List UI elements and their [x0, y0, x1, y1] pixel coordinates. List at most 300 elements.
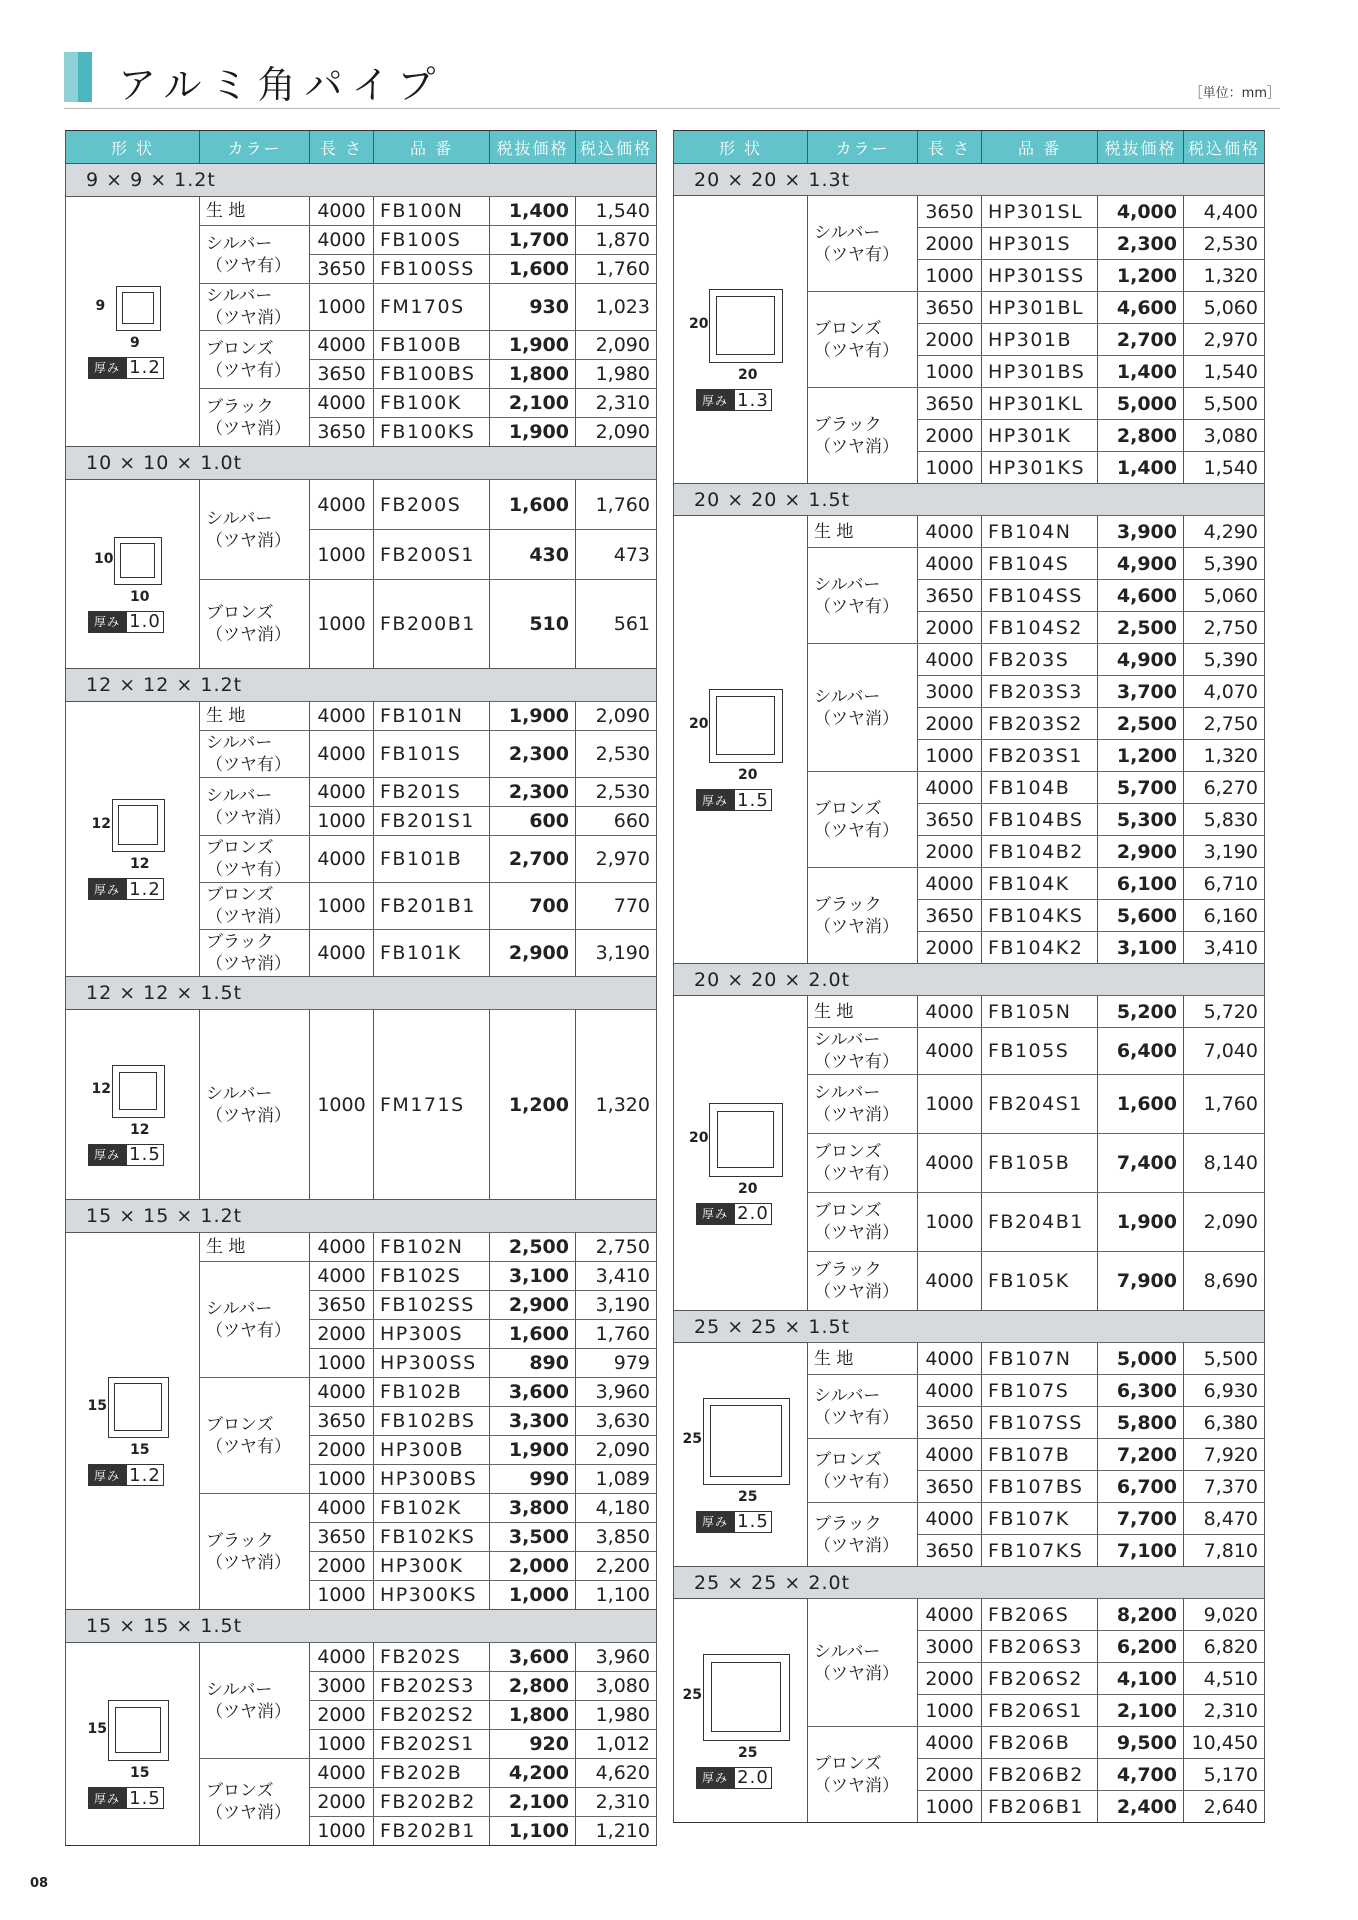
color-label-line: シルバー — [814, 1641, 881, 1662]
price-incl-tax-cell: 4,510 — [1183, 1662, 1265, 1694]
length-cell: 1000 — [309, 1464, 373, 1493]
price-incl-tax-cell: 1,210 — [575, 1816, 657, 1845]
price-excl-tax-cell: 2,500 — [1097, 611, 1183, 643]
color-label-line: シルバー — [206, 785, 273, 806]
part-number-cell: FB204B1 — [981, 1192, 1097, 1251]
color-cell — [199, 1642, 309, 1758]
color-label — [814, 1141, 899, 1185]
color-label-line: （ツヤ消） — [206, 625, 291, 645]
color-label-line: （ツヤ消） — [206, 807, 291, 828]
length-cell: 4000 — [917, 1502, 981, 1534]
color-label-line: ブラック — [814, 414, 882, 435]
color-label — [206, 705, 245, 727]
color-label-line: （ツヤ有） — [814, 1052, 899, 1072]
thickness-badge — [88, 1787, 164, 1809]
shape-cell — [673, 1598, 807, 1822]
length-cell: 3650 — [917, 579, 981, 611]
color-label-line: 生 地 — [206, 706, 246, 726]
price-excl-tax-cell: 2,700 — [1097, 323, 1183, 355]
width-dimension-label: 25 — [738, 1744, 758, 1761]
unit-note: ［単位：mm］ — [1189, 86, 1280, 101]
pipe-cross-section-icon — [108, 1377, 169, 1438]
pipe-inner-wall — [716, 296, 775, 355]
color-cell — [807, 1598, 917, 1726]
color-label-line: （ツヤ消） — [814, 1282, 899, 1302]
part-number-cell: HP301SL — [981, 195, 1097, 227]
color-label — [206, 396, 291, 440]
length-cell: 4000 — [917, 1027, 981, 1074]
length-cell: 1000 — [309, 806, 373, 835]
part-number-cell: FB203S3 — [981, 675, 1097, 707]
color-label — [814, 1449, 899, 1493]
color-cell — [807, 643, 917, 771]
title-accent-bar — [64, 52, 78, 102]
price-excl-tax-cell: 1,900 — [489, 330, 575, 359]
color-cell — [807, 1027, 917, 1074]
height-dimension-label: 20 — [689, 716, 709, 732]
header-cell: 形 状 — [65, 131, 199, 163]
length-cell: 4000 — [309, 1232, 373, 1261]
color-label-line: （ツヤ消） — [814, 1105, 899, 1125]
price-excl-tax-cell: 1,600 — [489, 1319, 575, 1348]
shape-cell — [65, 479, 199, 668]
price-incl-tax-cell: 8,690 — [1183, 1251, 1265, 1310]
part-number-cell: FB200S1 — [373, 529, 489, 579]
price-incl-tax-cell: 1,100 — [575, 1580, 657, 1609]
thickness-label: 厚み — [88, 1144, 126, 1166]
price-excl-tax-cell: 1,400 — [1097, 451, 1183, 483]
color-label — [206, 931, 291, 975]
section-title: 10 × 10 × 1.0t — [65, 446, 657, 479]
color-cell — [807, 547, 917, 643]
color-label — [814, 1259, 899, 1303]
part-number-cell: FB107K — [981, 1502, 1097, 1534]
price-incl-tax-cell: 2,090 — [575, 1435, 657, 1464]
price-excl-tax-cell: 3,800 — [489, 1493, 575, 1522]
length-cell: 4000 — [309, 196, 373, 225]
page-header — [64, 52, 1280, 109]
pipe-cross-section-icon — [709, 1103, 783, 1177]
part-number-cell: HP301S — [981, 227, 1097, 259]
color-label-line: （ツヤ消） — [206, 1701, 291, 1722]
price-excl-tax-cell: 9,500 — [1097, 1726, 1183, 1758]
width-dimension-label: 15 — [130, 1765, 150, 1781]
section-title: 20 × 20 × 1.5t — [673, 483, 1265, 515]
length-cell: 4000 — [309, 330, 373, 359]
thickness-badge — [88, 357, 164, 379]
part-number-cell: FB206S2 — [981, 1662, 1097, 1694]
width-dimension-label: 15 — [130, 1442, 150, 1458]
price-excl-tax-cell: 1,800 — [489, 359, 575, 388]
right-price-table — [673, 130, 1265, 1823]
price-excl-tax-cell: 3,600 — [489, 1377, 575, 1406]
color-label-line: ブロンズ — [206, 1781, 274, 1801]
price-excl-tax-cell: 2,900 — [489, 1290, 575, 1319]
thickness-value: 1.5 — [734, 789, 772, 811]
part-number-cell: HP300B — [373, 1435, 489, 1464]
price-excl-tax-cell: 2,100 — [489, 1787, 575, 1816]
height-dimension-label: 12 — [91, 1081, 111, 1097]
length-cell: 4000 — [309, 1493, 373, 1522]
part-number-cell: FB206S1 — [981, 1694, 1097, 1726]
length-cell: 1000 — [309, 1580, 373, 1609]
part-number-cell: HP300SS — [373, 1348, 489, 1377]
thickness-label: 厚み — [88, 1464, 126, 1486]
shape-cell — [65, 1009, 199, 1199]
part-number-cell: HP301BS — [981, 355, 1097, 387]
part-number-cell: FB200B1 — [373, 579, 489, 668]
price-incl-tax-cell: 473 — [575, 529, 657, 579]
width-dimension-label: 10 — [130, 588, 150, 605]
length-cell: 3000 — [309, 1671, 373, 1700]
thickness-badge — [88, 1144, 164, 1166]
price-excl-tax-cell: 1,900 — [489, 417, 575, 446]
price-excl-tax-cell: 5,800 — [1097, 1406, 1183, 1438]
price-incl-tax-cell: 2,310 — [1183, 1694, 1265, 1726]
color-label-line: シルバー — [206, 1679, 273, 1700]
part-number-cell: HP301KL — [981, 387, 1097, 419]
color-label — [814, 574, 899, 618]
price-incl-tax-cell: 3,960 — [575, 1377, 657, 1406]
color-cell — [807, 1726, 917, 1822]
price-excl-tax-cell: 2,300 — [1097, 227, 1183, 259]
color-label-line: シルバー — [206, 233, 273, 254]
price-excl-tax-cell: 2,100 — [489, 388, 575, 417]
header-cell: 税抜価格 — [1097, 131, 1183, 163]
color-label — [206, 884, 291, 928]
price-excl-tax-cell: 990 — [489, 1464, 575, 1493]
color-label-line: ブロンズ — [814, 798, 882, 819]
length-cell: 1000 — [309, 1729, 373, 1758]
price-incl-tax-cell: 3,960 — [575, 1642, 657, 1671]
color-label — [814, 1001, 853, 1023]
price-incl-tax-cell: 1,012 — [575, 1729, 657, 1758]
color-label — [206, 200, 245, 222]
height-dimension-label: 25 — [682, 1687, 702, 1703]
length-cell: 3650 — [917, 195, 981, 227]
color-label-line: （ツヤ消） — [206, 308, 291, 328]
length-cell: 3650 — [917, 291, 981, 323]
price-incl-tax-cell: 3,190 — [575, 929, 657, 976]
price-incl-tax-cell: 1,760 — [575, 479, 657, 529]
price-excl-tax-cell: 2,500 — [1097, 707, 1183, 739]
length-cell: 4000 — [309, 777, 373, 806]
thickness-value: 1.5 — [734, 1511, 772, 1533]
part-number-cell: FB200S — [373, 479, 489, 529]
section-title: 15 × 15 × 1.5t — [65, 1609, 657, 1642]
price-incl-tax-cell: 660 — [575, 806, 657, 835]
color-cell — [807, 291, 917, 387]
price-excl-tax-cell: 4,900 — [1097, 547, 1183, 579]
part-number-cell: FB105B — [981, 1133, 1097, 1192]
price-incl-tax-cell: 7,920 — [1183, 1438, 1265, 1470]
price-excl-tax-cell: 1,200 — [489, 1009, 575, 1199]
color-label — [814, 1385, 899, 1429]
table-header — [673, 131, 1265, 163]
height-dimension-label: 15 — [87, 1720, 107, 1737]
price-incl-tax-cell: 5,500 — [1183, 387, 1265, 419]
price-excl-tax-cell: 4,200 — [489, 1758, 575, 1787]
length-cell: 4000 — [309, 701, 373, 730]
price-excl-tax-cell: 600 — [489, 806, 575, 835]
price-incl-tax-cell: 6,820 — [1183, 1630, 1265, 1662]
price-incl-tax-cell: 1,980 — [575, 1700, 657, 1729]
price-incl-tax-cell: 1,320 — [575, 1009, 657, 1199]
pipe-cross-section-icon — [108, 1700, 169, 1761]
color-cell — [199, 1758, 309, 1845]
color-label — [814, 318, 899, 362]
length-cell: 1000 — [309, 529, 373, 579]
part-number-cell: FB204S1 — [981, 1074, 1097, 1133]
price-excl-tax-cell: 430 — [489, 529, 575, 579]
price-excl-tax-cell: 1,200 — [1097, 739, 1183, 771]
part-number-cell: FB206B1 — [981, 1790, 1097, 1822]
part-number-cell: FB101B — [373, 835, 489, 882]
length-cell: 3650 — [309, 1406, 373, 1435]
thickness-label: 厚み — [88, 878, 126, 900]
price-incl-tax-cell: 979 — [575, 1348, 657, 1377]
price-incl-tax-cell: 2,750 — [1183, 707, 1265, 739]
width-dimension-label: 9 — [130, 334, 140, 351]
price-incl-tax-cell: 2,090 — [575, 417, 657, 446]
price-incl-tax-cell: 2,200 — [575, 1551, 657, 1580]
part-number-cell: FB202B2 — [373, 1787, 489, 1816]
length-cell: 3000 — [917, 1630, 981, 1662]
section-title: 20 × 20 × 2.0t — [673, 963, 1265, 995]
color-cell — [807, 387, 917, 483]
color-label-line: （ツヤ有） — [206, 860, 291, 880]
price-incl-tax-cell: 5,720 — [1183, 995, 1265, 1027]
length-cell: 3000 — [917, 675, 981, 707]
part-number-cell: FB100KS — [373, 417, 489, 446]
length-cell: 3650 — [309, 1522, 373, 1551]
price-incl-tax-cell: 561 — [575, 579, 657, 668]
price-incl-tax-cell: 1,320 — [1183, 739, 1265, 771]
color-label-line: （ツヤ消） — [814, 1535, 899, 1556]
price-incl-tax-cell: 1,089 — [575, 1464, 657, 1493]
thickness-value: 2.0 — [734, 1203, 772, 1225]
part-number-cell: HP300KS — [373, 1580, 489, 1609]
width-dimension-label: 20 — [738, 1180, 758, 1197]
length-cell: 4000 — [309, 835, 373, 882]
title-accent-bar-dark — [78, 52, 92, 102]
header-cell: 長 さ — [917, 131, 981, 163]
color-label-line: （ツヤ有） — [206, 255, 291, 276]
thickness-label: 厚み — [696, 1203, 734, 1225]
color-label-line: （ツヤ有） — [814, 596, 899, 617]
part-number-cell: FB201S — [373, 777, 489, 806]
color-label — [814, 686, 899, 730]
price-incl-tax-cell: 3,630 — [575, 1406, 657, 1435]
color-label — [814, 1641, 899, 1685]
color-label — [814, 1348, 853, 1370]
width-dimension-label: 20 — [738, 367, 758, 383]
pipe-cross-section-icon — [116, 286, 161, 331]
price-incl-tax-cell: 5,390 — [1183, 547, 1265, 579]
part-number-cell: FB105N — [981, 995, 1097, 1027]
shape-cell — [65, 701, 199, 976]
color-label-line: （ツヤ消） — [206, 530, 291, 551]
thickness-value: 1.5 — [126, 1144, 164, 1166]
color-cell — [807, 1374, 917, 1438]
price-incl-tax-cell: 5,390 — [1183, 643, 1265, 675]
color-label — [814, 1513, 899, 1557]
color-cell — [807, 1438, 917, 1502]
pipe-cross-section-icon — [114, 537, 162, 585]
part-number-cell: FB104K2 — [981, 931, 1097, 963]
color-cell — [199, 701, 309, 730]
pipe-inner-wall — [716, 696, 775, 755]
color-label — [206, 1236, 245, 1258]
color-cell — [807, 515, 917, 547]
price-incl-tax-cell: 2,310 — [575, 1787, 657, 1816]
pipe-cross-section-icon — [709, 689, 783, 763]
part-number-cell: FB102K — [373, 1493, 489, 1522]
table-header — [65, 131, 657, 163]
color-label-line: （ツヤ消） — [814, 436, 899, 457]
part-number-cell: HP300BS — [373, 1464, 489, 1493]
length-cell: 4000 — [917, 1598, 981, 1630]
price-excl-tax-cell: 5,000 — [1097, 387, 1183, 419]
price-excl-tax-cell: 1,000 — [489, 1580, 575, 1609]
length-cell: 3650 — [309, 1290, 373, 1319]
price-incl-tax-cell: 2,970 — [1183, 323, 1265, 355]
price-incl-tax-cell: 2,970 — [575, 835, 657, 882]
header-cell: 品 番 — [981, 131, 1097, 163]
height-dimension-label: 12 — [91, 815, 111, 832]
length-cell: 4000 — [309, 929, 373, 976]
header-cell: 形 状 — [673, 131, 807, 163]
shape-cell — [673, 1342, 807, 1566]
width-dimension-label: 12 — [130, 856, 150, 872]
pipe-cross-section-icon — [112, 799, 165, 852]
width-dimension-label: 25 — [738, 1488, 758, 1505]
price-incl-tax-cell: 3,080 — [1183, 419, 1265, 451]
color-label — [814, 1200, 899, 1244]
part-number-cell: FB104B2 — [981, 835, 1097, 867]
color-label-line: （ツヤ有） — [206, 1320, 291, 1341]
color-label-line: ブロンズ — [206, 885, 274, 905]
part-number-cell: FB202B1 — [373, 1816, 489, 1845]
length-cell: 4000 — [917, 1374, 981, 1406]
length-cell: 4000 — [917, 643, 981, 675]
color-label — [206, 837, 291, 881]
color-label-line: ブラック — [206, 932, 274, 952]
price-incl-tax-cell: 3,850 — [575, 1522, 657, 1551]
price-excl-tax-cell: 7,400 — [1097, 1133, 1183, 1192]
color-label — [206, 1530, 291, 1574]
part-number-cell: HP301KS — [981, 451, 1097, 483]
price-excl-tax-cell: 7,100 — [1097, 1534, 1183, 1566]
header-cell: 税抜価格 — [489, 131, 575, 163]
header-cell: 税込価格 — [1183, 131, 1265, 163]
section-title: 25 × 25 × 1.5t — [673, 1310, 1265, 1342]
header-cell: カラー — [199, 131, 309, 163]
price-excl-tax-cell: 2,300 — [489, 777, 575, 806]
price-incl-tax-cell: 1,540 — [1183, 451, 1265, 483]
left-price-table — [65, 130, 657, 1846]
price-excl-tax-cell: 1,800 — [489, 1700, 575, 1729]
length-cell: 1000 — [917, 1192, 981, 1251]
pipe-cross-section-icon — [112, 1065, 165, 1118]
price-incl-tax-cell: 2,530 — [575, 730, 657, 777]
length-cell: 2000 — [917, 611, 981, 643]
price-incl-tax-cell: 7,370 — [1183, 1470, 1265, 1502]
length-cell: 4000 — [917, 1251, 981, 1310]
pipe-cross-section-icon — [703, 1654, 790, 1741]
price-incl-tax-cell: 5,500 — [1183, 1342, 1265, 1374]
thickness-value: 1.3 — [734, 389, 772, 411]
price-incl-tax-cell: 3,190 — [575, 1290, 657, 1319]
part-number-cell: FB107SS — [981, 1406, 1097, 1438]
color-label-line: シルバー — [206, 733, 273, 753]
length-cell: 4000 — [917, 771, 981, 803]
price-excl-tax-cell: 920 — [489, 1729, 575, 1758]
price-incl-tax-cell: 5,060 — [1183, 579, 1265, 611]
price-incl-tax-cell: 6,710 — [1183, 867, 1265, 899]
thickness-value: 1.5 — [126, 1787, 164, 1809]
length-cell: 3650 — [917, 1470, 981, 1502]
price-incl-tax-cell: 7,040 — [1183, 1027, 1265, 1074]
color-cell — [199, 196, 309, 225]
pipe-inner-wall — [119, 1072, 157, 1110]
price-incl-tax-cell: 5,830 — [1183, 803, 1265, 835]
part-number-cell: HP300S — [373, 1319, 489, 1348]
color-label — [206, 338, 291, 382]
price-excl-tax-cell: 5,300 — [1097, 803, 1183, 835]
price-incl-tax-cell: 1,870 — [575, 225, 657, 254]
color-label-line: シルバー — [814, 1083, 881, 1103]
color-label — [206, 285, 291, 329]
thickness-label: 厚み — [696, 1511, 734, 1533]
color-label-line: 生 地 — [206, 1237, 246, 1257]
part-number-cell: FB100BS — [373, 359, 489, 388]
price-incl-tax-cell: 6,930 — [1183, 1374, 1265, 1406]
length-cell: 4000 — [309, 1377, 373, 1406]
price-excl-tax-cell: 1,100 — [489, 1816, 575, 1845]
color-cell — [199, 1261, 309, 1377]
part-number-cell: FB206B2 — [981, 1758, 1097, 1790]
color-cell — [807, 1342, 917, 1374]
shape-cell — [65, 1642, 199, 1845]
pipe-inner-wall — [122, 292, 154, 324]
price-excl-tax-cell: 2,900 — [1097, 835, 1183, 867]
thickness-value: 1.0 — [126, 611, 164, 633]
color-cell — [199, 225, 309, 283]
header-cell: 長 さ — [309, 131, 373, 163]
color-label-line: （ツヤ有） — [814, 1471, 899, 1492]
part-number-cell: FB102S — [373, 1261, 489, 1290]
price-excl-tax-cell: 1,200 — [1097, 259, 1183, 291]
price-excl-tax-cell: 4,100 — [1097, 1662, 1183, 1694]
color-cell — [199, 1377, 309, 1493]
part-number-cell: FB100B — [373, 330, 489, 359]
price-excl-tax-cell: 1,600 — [489, 254, 575, 283]
part-number-cell: HP301B — [981, 323, 1097, 355]
part-number-cell: FB104B — [981, 771, 1097, 803]
length-cell: 3650 — [917, 1534, 981, 1566]
width-dimension-label: 12 — [130, 1121, 150, 1138]
length-cell: 3650 — [917, 899, 981, 931]
part-number-cell: FB104KS — [981, 899, 1097, 931]
color-label-line: ブラック — [814, 1513, 882, 1534]
color-cell — [199, 330, 309, 388]
length-cell: 4000 — [917, 515, 981, 547]
price-excl-tax-cell: 7,900 — [1097, 1251, 1183, 1310]
length-cell: 3650 — [309, 359, 373, 388]
length-cell: 1000 — [309, 579, 373, 668]
price-excl-tax-cell: 3,100 — [489, 1261, 575, 1290]
